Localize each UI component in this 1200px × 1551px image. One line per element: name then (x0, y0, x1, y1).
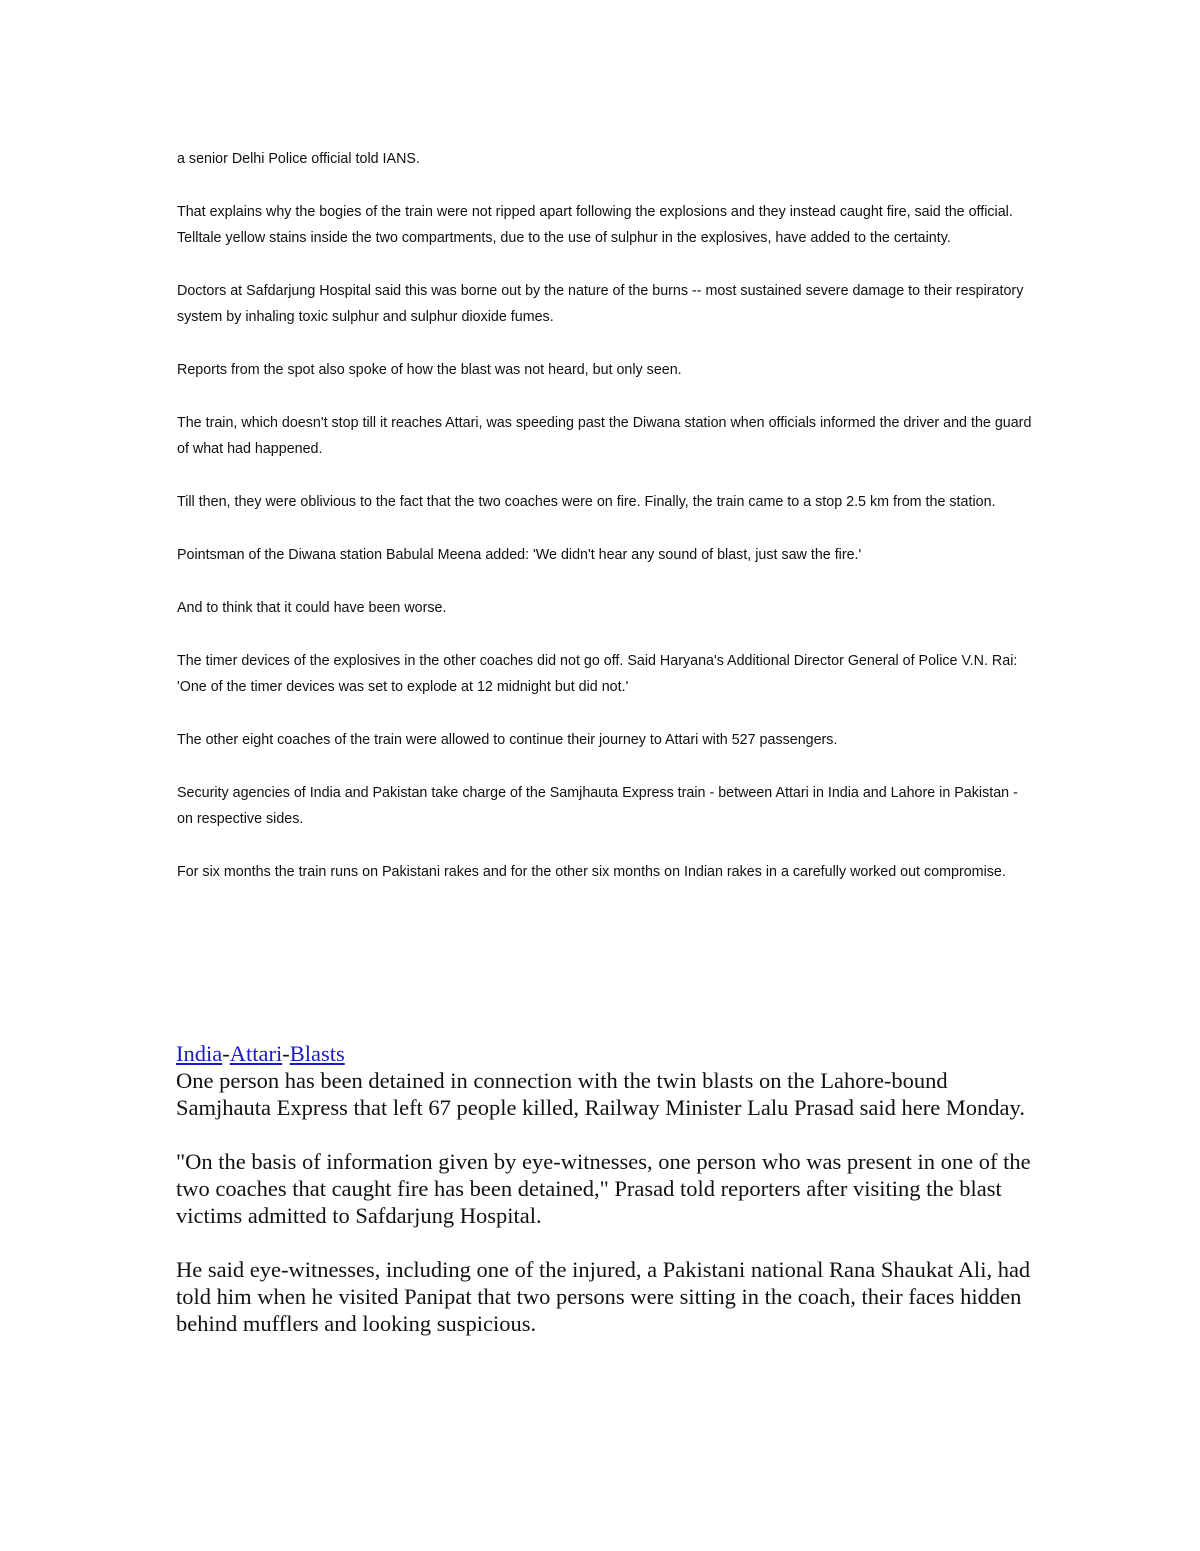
paragraph: Till then, they were oblivious to the fact that the two coaches were on fire. Finally, the train came to a stop 2.5 km from the station. (177, 494, 996, 510)
keyword-link-india[interactable]: India (176, 1041, 223, 1066)
paragraph: Pointsman of the Diwana station Babulal Meena added: 'We didn't hear any sound of blast, just saw the fire.' (177, 547, 862, 563)
paragraph: The train, which doesn't stop till it reaches Attari, was speeding past the Diwana station when officials informed the driver and the guard of what had happened. (177, 415, 1032, 457)
paragraph: The other eight coaches of the train were allowed to continue their journey to Attari with 527 passengers. (177, 732, 838, 748)
wire-story (177, 146, 1037, 912)
paragraph: The timer devices of the explosives in the other coaches did not go off. Said Haryana's Additional Director General of Police V.N. Rai: 'One of the timer devices was set to explode at 12 midnight but did not.' (177, 653, 1018, 695)
keyword-separator: - (282, 1041, 290, 1066)
paragraph: "On the basis of information given by eye-witnesses, one person who was present in one of the two coaches that caught fire has been detained," Prasad told reporters after visiting the blast victims admitted to Safdarjung Hospital. (176, 1149, 1031, 1228)
paragraph: Reports from the spot also spoke of how the blast was not heard, but only seen. (177, 362, 682, 378)
keyword-separator: - (222, 1041, 230, 1066)
paragraph: One person has been detained in connection with the twin blasts on the Lahore-bound Samjhauta Express that left 67 people killed, Railway Minister Lalu Prasad said here Monday. (176, 1068, 1025, 1120)
second-story (176, 1040, 1036, 1364)
paragraph: a senior Delhi Police official told IANS. (177, 151, 420, 167)
paragraph: He said eye-witnesses, including one of the injured, a Pakistani national Rana Shaukat Ali, had told him when he visited Panipat that two persons were sitting in the coach, their faces hidden behind mufflers and looking suspicious. (176, 1257, 1031, 1336)
paragraph: Doctors at Safdarjung Hospital said this was borne out by the nature of the burns -- most sustained severe damage to their respiratory system by inhaling toxic sulphur and sulphur dioxide fumes. (177, 283, 1024, 325)
keyword-link-blasts[interactable]: Blasts (289, 1041, 345, 1066)
keyword-link-attari[interactable]: Attari (229, 1041, 283, 1066)
paragraph: Security agencies of India and Pakistan take charge of the Samjhauta Express train - between Attari in India and Lahore in Pakistan - on respective sides. (177, 785, 1018, 827)
paragraph: That explains why the bogies of the train were not ripped apart following the explosions and they instead caught fire, said the official. Telltale yellow stains inside the two compartments, due to the use of sulphur in the explosives, have added to the certainty. (177, 204, 1013, 246)
paragraph: For six months the train runs on Pakistani rakes and for the other six months on Indian rakes in a carefully worked out compromise. (177, 864, 1006, 880)
paragraph: And to think that it could have been worse. (177, 600, 447, 616)
story-keywords-heading (176, 1040, 1036, 1067)
